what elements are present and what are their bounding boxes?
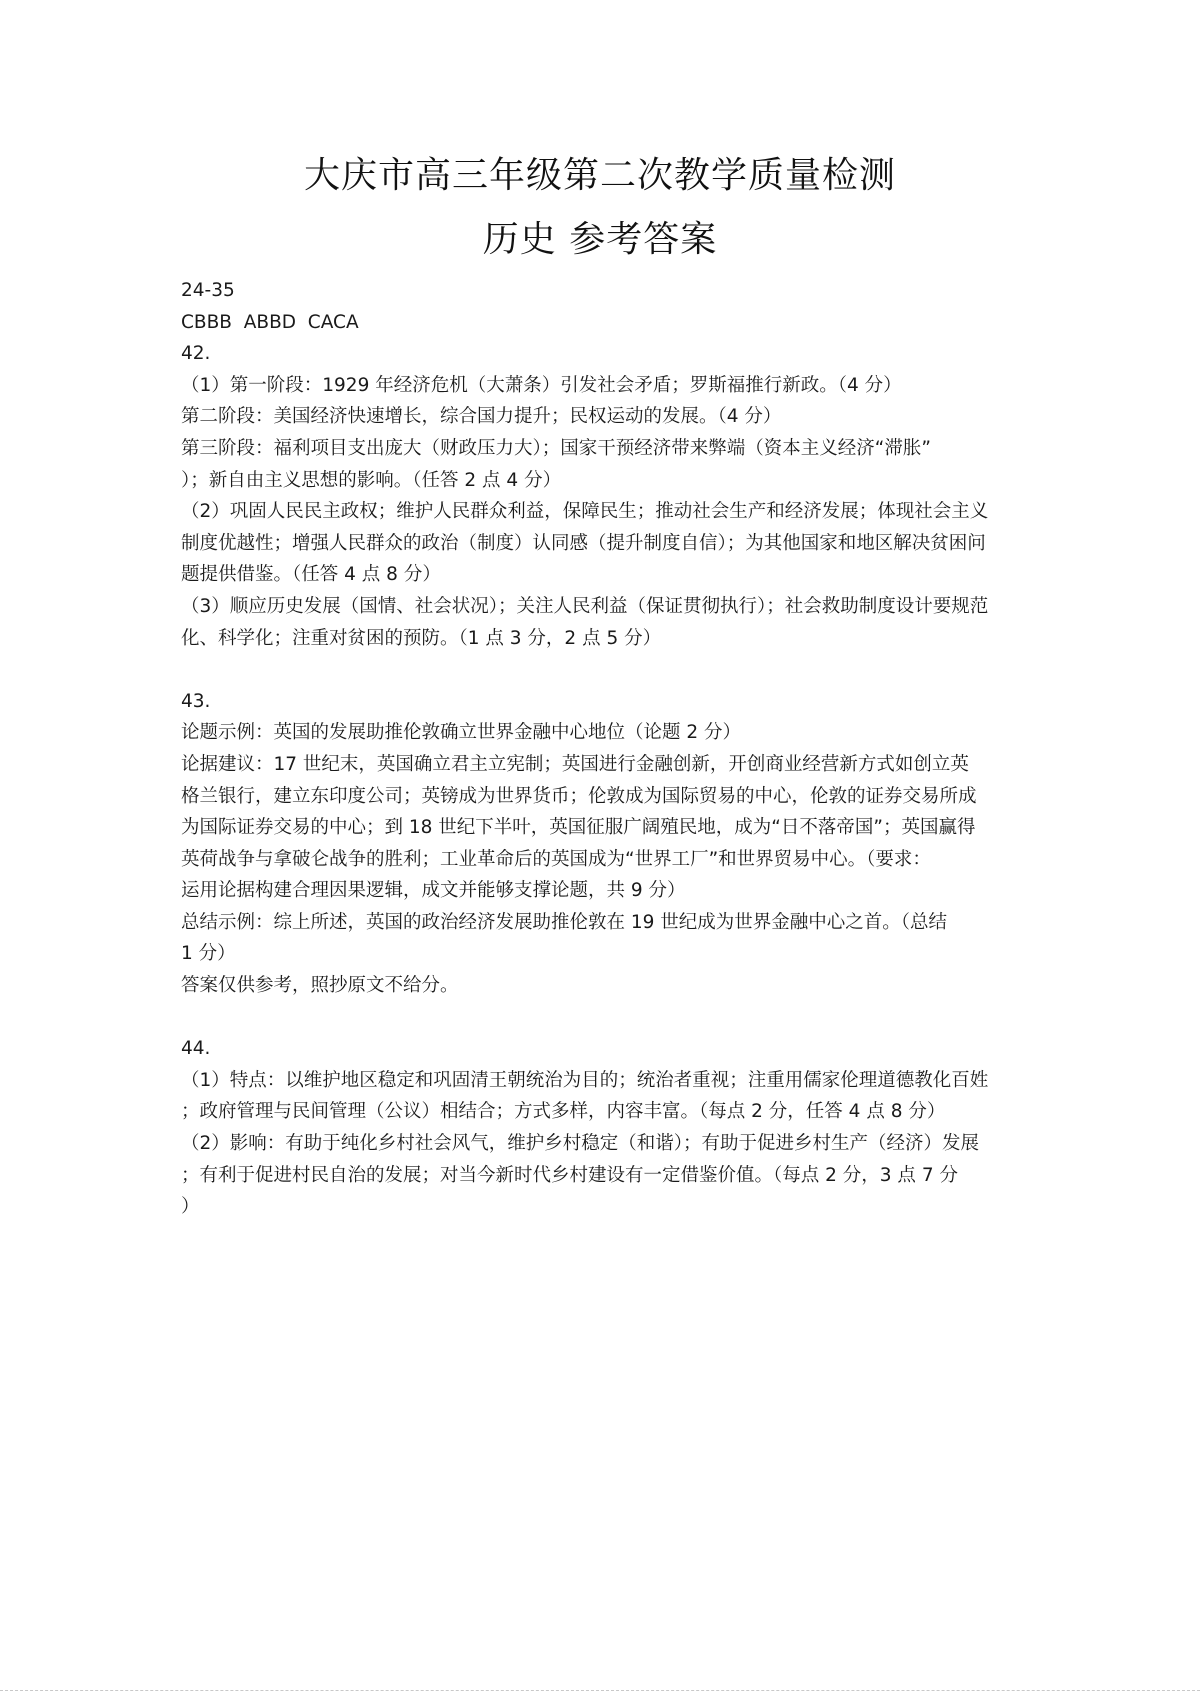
blank-line — [181, 654, 1021, 686]
text-line: 运用论据构建合理因果逻辑，成文并能够支撑论题，共 9 分） — [181, 880, 686, 902]
text-line: 43. — [181, 690, 211, 712]
text-line: （1）第一阶段：1929 年经济危机（大萧条）引发社会矛盾；罗斯福推行新政。（4 分） — [181, 374, 902, 396]
text-line: 总结示例：综上所述，英国的政治经济发展助推伦敦在 19 世纪成为世界金融中心之首。（总结 — [181, 911, 948, 933]
document-title: 大庆市高三年级第二次教学质量检测 — [303, 155, 896, 196]
text-line: （2）巩固人民民主政权；维护人民群众利益，保障民生；推动社会生产和经济发展；体现社会主义 — [181, 501, 989, 523]
page-edge-divider — [0, 1690, 1200, 1691]
text-line: 格兰银行，建立东印度公司；英镑成为世界货币；伦敦成为国际贸易的中心，伦敦的证券交易所成 — [181, 785, 977, 807]
text-line: 英荷战争与拿破仑战争的胜利；工业革命后的英国成为“世界工厂”和世界贸易中心。（要求： — [181, 848, 931, 870]
text-line: 42. — [181, 343, 211, 365]
text-line: CBBB ABBD CACA — [181, 311, 359, 333]
text-line: ）；新自由主义思想的影响。（任答 2 点 4 分） — [181, 469, 562, 491]
text-line: 论题示例：英国的发展助推伦敦确立世界金融中心地位（论题 2 分） — [181, 722, 742, 744]
text-line: 第三阶段：福利项目支出庞大（财政压力大）；国家干预经济带来弊端（资本主义经济“滞胀” — [181, 437, 931, 459]
text-line: 1 分） — [181, 943, 236, 965]
text-line: ；有利于促进村民自治的发展；对当今新时代乡村建设有一定借鉴价值。（每点 2 分，3 点 7 分 — [181, 1164, 958, 1186]
text-line: 第二阶段：美国经济快速增长，综合国力提升；民权运动的发展。（4 分） — [181, 406, 782, 428]
text-line: （2）影响：有助于纯化乡村社会风气，维护乡村稳定（和谐）；有助于促进乡村生产（经济）发展 — [181, 1133, 980, 1155]
text-line: 44. — [181, 1038, 211, 1060]
text-line: 为国际证券交易的中心；到 18 世纪下半叶，英国征服广阔殖民地，成为“日不落帝国”；英国赢得 — [181, 817, 976, 839]
text-line: 24-35 — [181, 280, 235, 301]
text-line: （3）顺应历史发展（国情、社会状况）；关注人民利益（保证贯彻执行）；社会救助制度设计要规范 — [181, 595, 989, 617]
text-line: ；政府管理与民间管理（公议）相结合；方式多样，内容丰富。（每点 2 分，任答 4 点 8 分） — [181, 1101, 946, 1123]
answer-content — [181, 275, 1021, 1223]
text-line: 论据建议：17 世纪末，英国确立君主立宪制；英国进行金融创新，开创商业经营新方式如创立英 — [181, 753, 969, 775]
text-line: 化、科学化；注重对贫困的预防。（1 点 3 分，2 点 5 分） — [181, 627, 662, 649]
text-line: 制度优越性；增强人民群众的政治（制度）认同感（提升制度自信）；为其他国家和地区解决贫困问 — [181, 532, 986, 554]
text-line: （1）特点：以维护地区稳定和巩固清王朝统治为目的；统治者重视；注重用儒家伦理道德教化百姓 — [181, 1069, 989, 1091]
text-line: 答案仅供参考，照抄原文不给分。 — [181, 975, 459, 997]
document-subtitle: 历史 参考答案 — [482, 219, 718, 260]
text-line: 题提供借鉴。（任答 4 点 8 分） — [181, 564, 441, 586]
text-line: ） — [181, 1196, 200, 1218]
blank-line — [181, 1002, 1021, 1034]
